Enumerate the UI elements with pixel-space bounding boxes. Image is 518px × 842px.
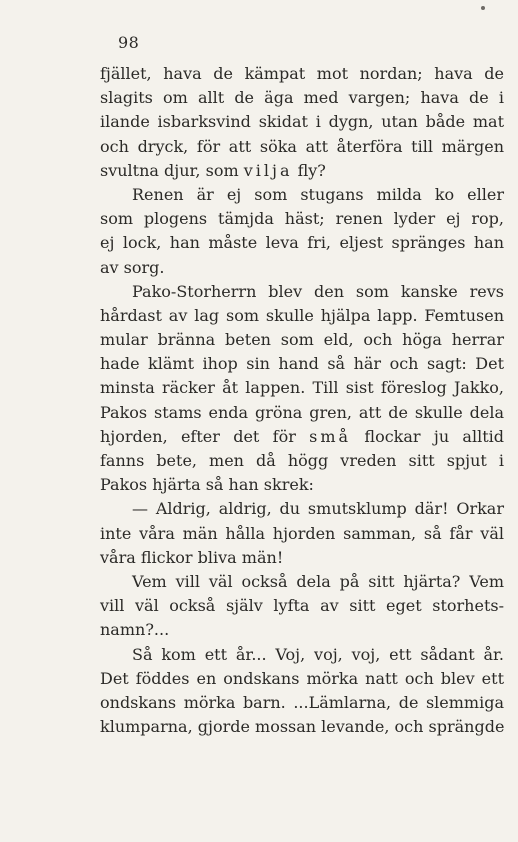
text-line-5-end: fly? [297, 160, 326, 180]
text-line-22: Vem vill väl också dela på sitt hjärta? Vem [132, 571, 504, 591]
text-line-10: Pako-Storherrn blev den som kanske revs [132, 281, 504, 301]
text-line-3: ilande isbarksvind skidat i dygn, utan både mat [100, 112, 504, 132]
text-line-16-end: flockar ju alltid [364, 426, 504, 446]
text-line-12: mular bränna beten som eld, och höga herrar [100, 330, 504, 350]
page-number: 98 [118, 33, 140, 52]
text-line-7: som plogens tämjda häst; renen lyder ej rop, [100, 209, 504, 229]
text-line-25: Så kom ett år... Voj, voj, voj, ett sådant år. [132, 644, 504, 664]
text-line-6: Renen är ej som stugans milda ko eller [132, 184, 504, 204]
text-line-23: vill väl också själv lyfta av sitt eget storhets- [100, 596, 504, 616]
text-line-1: fjället, hava de kämpat mot nordan; hava de [100, 64, 504, 83]
text-line-20: inte våra män hålla hjorden samman, så får väl [100, 523, 504, 543]
text-line-28: klumparna, gjorde mossan levande, och sprängde [100, 717, 505, 737]
text-line-16-start: hjorden, efter det för [100, 426, 296, 446]
text-line-15: Pakos stams enda gröna gren, att de skulle dela [100, 402, 504, 422]
text-line-11: hårdast av lag som skulle hjälpa lapp. Femtusen [100, 305, 504, 325]
text-line-2: slagits om allt de äga med vargen; hava de i [100, 88, 504, 108]
text-line-13: hade klämt ihop sin hand så här och sagt: Det [100, 354, 504, 374]
text-line-14: minsta räcker åt lappen. Till sist föreslog Jakko, [100, 378, 504, 398]
text-line-19: — Aldrig, aldrig, du smutsklump där! Orkar [132, 499, 504, 519]
text-line-26: Det föddes en ondskans mörka natt och blev ett [100, 668, 504, 688]
ink-speck [481, 6, 485, 10]
text-line-5-start: svultna djur, som [100, 160, 239, 180]
text-line-16 [100, 425, 504, 449]
text-line-8: ej lock, han måste leva fri, eljest spränges han [100, 233, 504, 253]
text-line-24: namn?... [100, 620, 170, 640]
emphasized-word: små [309, 426, 352, 446]
text-line-18: Pakos hjärta så han skrek: [100, 475, 314, 495]
emphasized-word: vilja [243, 160, 293, 180]
text-line-4: och dryck, för att söka att återföra till märgen [100, 136, 504, 156]
text-line-21: våra flickor bliva män! [100, 547, 284, 567]
text-line-27: ondskans mörka barn. ...Lämlarna, de slemmiga [100, 692, 504, 712]
body-text [100, 62, 504, 739]
text-line-5 [100, 159, 504, 183]
text-line-17: fanns bete, men då högg vreden sitt spjut i [100, 451, 504, 470]
text-line-9: av sorg. [100, 257, 165, 277]
